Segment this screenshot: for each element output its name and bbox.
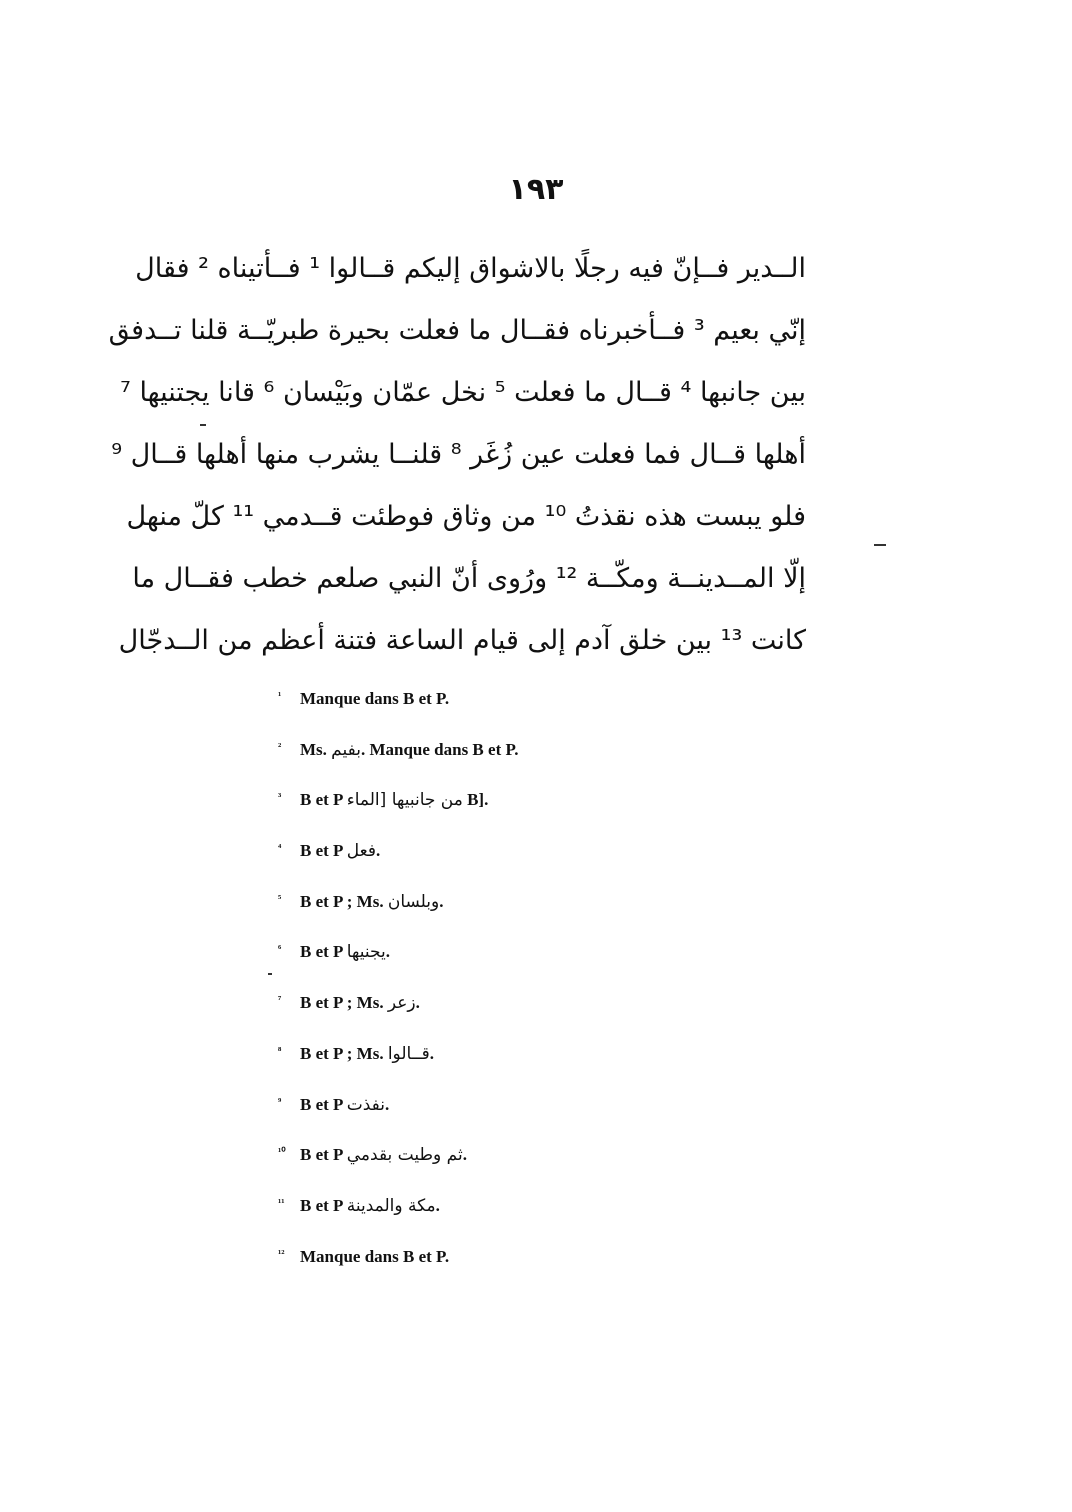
footnote-number: ¹⁰ (278, 1146, 286, 1159)
footnote (278, 785, 758, 836)
text-line: أهلها قــال فما فعلت عين زُغَر ⁸ قلنــا يشرب منها أهلها قــال ⁹ (111, 439, 806, 470)
footnote-text: Manque dans B et P. (300, 1246, 450, 1266)
page-number: ١٩٣ (508, 172, 564, 207)
footnote-text: B et P (300, 790, 343, 810)
footnote (278, 937, 758, 988)
scan-mark (268, 973, 272, 975)
footnote-text: B et P (300, 1145, 343, 1165)
footnote-arabic: فعل (346, 841, 376, 862)
footnote-suffix: . (385, 942, 390, 962)
text-line: الــدير فــإنّ فيه رجلًا بالاشواق إليكم قــالوا ¹ فــأتيناه ² فقال (135, 253, 806, 284)
text-line: فلو يبست هذه نقذتُ ¹⁰ من وثاق فوطئت قــدمي ¹¹ كلّ منهل (126, 501, 806, 532)
footnote-number: ³ (278, 791, 282, 804)
footnote-suffix: . (415, 993, 420, 1013)
footnote-suffix: . Manque dans B et P. (360, 739, 519, 759)
footnote (278, 836, 758, 887)
footnote-number: ¹² (278, 1247, 285, 1260)
footnote (278, 1090, 758, 1141)
footnote-suffix: . (462, 1145, 467, 1165)
footnote-text: Ms. (300, 739, 327, 759)
footnote-number: ¹ (278, 690, 282, 702)
footnote-text: Manque dans B et P. (300, 689, 450, 708)
footnote-arabic: من جانبيها [الماء (346, 790, 463, 811)
footnote (278, 684, 758, 735)
footnote (278, 1191, 758, 1242)
footnote-suffix: . (375, 841, 381, 861)
footnote-arabic: بفيم (331, 739, 361, 760)
footnote (278, 988, 758, 1039)
text-line: كانت ¹³ بين خلق آدم إلى قيام الساعة فتنة أعظم من الــدجّال (118, 625, 806, 656)
footnote (278, 887, 758, 938)
footnote-number: ⁸ (278, 1044, 282, 1057)
footnote-arabic: نفذت (346, 1094, 386, 1115)
footnote-text: B et P (300, 1094, 343, 1114)
scan-mark (874, 544, 886, 546)
footnote-number: ⁵ (278, 892, 282, 905)
footnote-number: ⁶ (278, 943, 282, 956)
text-line: إلّا المــدينــة ومكّــة ¹² ورُوى أنّ النبي صلعم خطب فقــال ما (132, 563, 806, 594)
text-line: بين جانبها ⁴ قــال ما فعلت ⁵ نخل عمّان وبَيْسان ⁶ قانا يجتنيها ⁷ (120, 377, 806, 408)
footnote-number: ¹¹ (278, 1196, 285, 1209)
footnote (278, 1140, 758, 1191)
text-line: إنّي بعيم ³ فــأخبرناه فقــال ما فعلت بحيرة طبريّــة قلنا تــدفق (108, 315, 806, 346)
footnote-suffix: . (429, 1043, 435, 1063)
footnote-text: B et P (300, 942, 343, 962)
footnote-suffix: . (439, 891, 444, 911)
footnote-arabic: زعر (387, 993, 416, 1014)
footnote-arabic: مكة والمدينة (346, 1195, 436, 1216)
footnote-text: B et P ; Ms. (300, 993, 384, 1013)
footnote-text: B et P ; Ms. (300, 891, 384, 911)
footnote-number: ⁹ (278, 1095, 282, 1108)
footnote (278, 735, 758, 786)
footnote-suffix: B]. (462, 790, 489, 810)
footnote-number: ⁷ (278, 994, 282, 1007)
footnote-arabic: قــالوا (387, 1043, 430, 1064)
footnote-number: ⁴ (278, 842, 282, 855)
footnote-suffix: . (385, 1094, 390, 1114)
footnote-arabic: وبلسان (387, 891, 440, 912)
footnote-text: B et P ; Ms. (300, 1043, 384, 1063)
footnote (278, 1039, 758, 1090)
footnote-arabic: يجنيها (346, 942, 386, 963)
scan-mark (200, 424, 206, 426)
footnote-number: ² (278, 740, 282, 753)
footnotes (278, 684, 758, 1292)
footnote-text: B et P (300, 1195, 343, 1215)
main-text-block (108, 238, 806, 672)
footnote (278, 1242, 758, 1293)
footnote-text: B et P (300, 841, 343, 861)
footnote-suffix: . (435, 1195, 440, 1215)
footnote-arabic: ثم وطيت بقدمي (346, 1145, 463, 1166)
